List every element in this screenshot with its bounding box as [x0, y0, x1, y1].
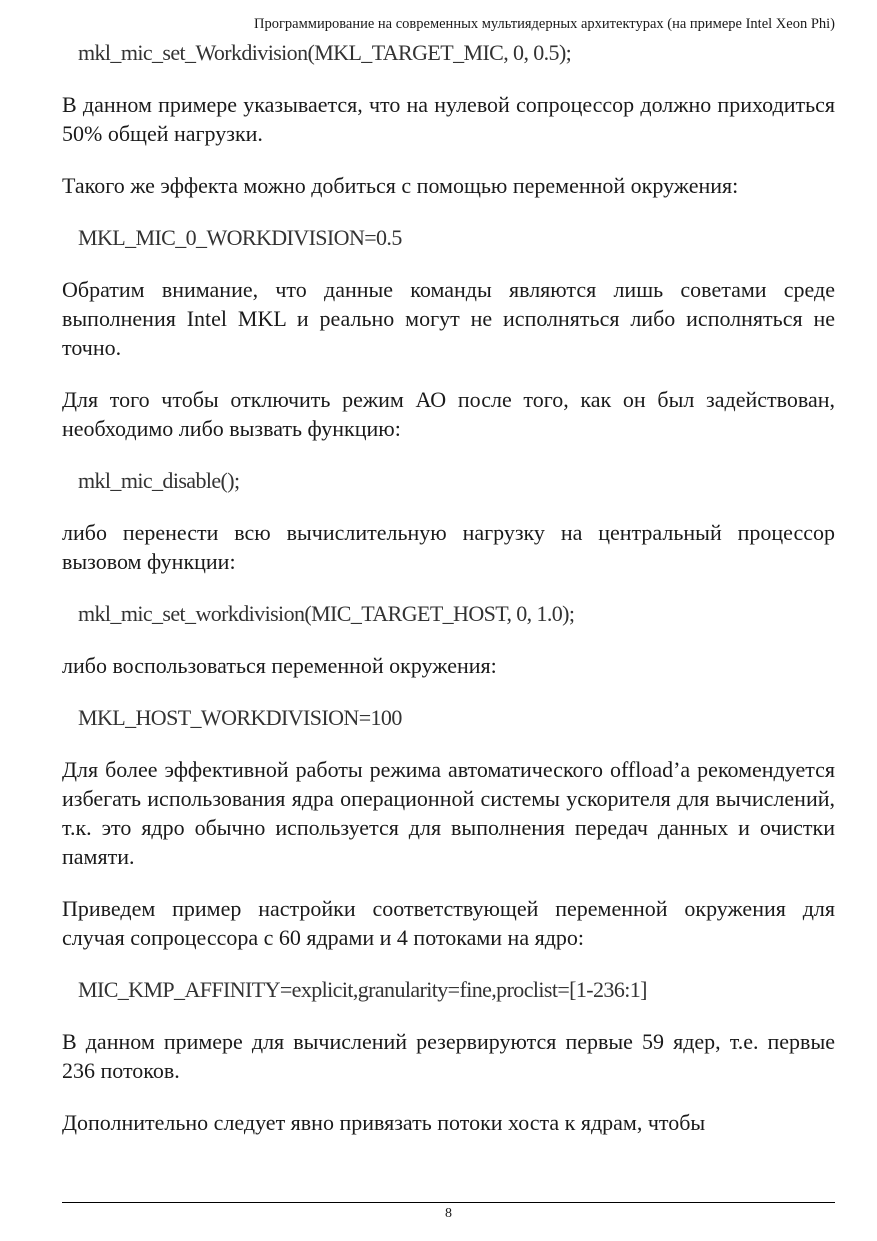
footer-divider [62, 1202, 835, 1203]
paragraph-bind-host-threads: Дополнительно следует явно привязать потоки хоста к ядрам, чтобы [62, 1110, 706, 1135]
paragraph-affinity-example: Приведем пример настройки соответствующей переменной окружения для случая сопроцессора с 60 ядрами и 4 потоками на ядро: [62, 896, 835, 950]
running-header: Программирование на современных мультиядерных архитектурах (на примере Intel Xeon Phi) [254, 16, 835, 32]
paragraph-use-env: либо воспользоваться переменной окружения: [62, 653, 497, 678]
code-line-workdivision-mic: mkl_mic_set_Workdivision(MKL_TARGET_MIC, 0, 0.5); [78, 40, 572, 65]
paragraph-avoid-os-core: Для более эффективной работы режима автоматического offload’а рекомендуется избегать использования ядра операционной системы ускорителя для вычислений, т.к. это ядро обычно используется для выполнения передач данных и очистки памяти. [62, 757, 835, 869]
code-line-host-workdivision-env: MKL_HOST_WORKDIVISION=100 [78, 705, 402, 730]
code-line-mic-disable: mkl_mic_disable(); [78, 468, 240, 493]
paragraph-coprocessor-load: В данном примере указывается, что на нулевой сопроцессор должно приходиться 50% общей нагрузки. [62, 92, 835, 146]
paragraph-reserved-cores: В данном примере для вычислений резервируются первые 59 ядер, т.е. первые 236 потоков. [62, 1029, 835, 1083]
paragraph-env-variable: Такого же эффекта можно добиться с помощью переменной окружения: [62, 173, 739, 198]
code-line-workdivision-host: mkl_mic_set_workdivision(MIC_TARGET_HOST, 0, 1.0); [78, 601, 575, 626]
code-line-mic-workdivision-env: MKL_MIC_0_WORKDIVISION=0.5 [78, 225, 402, 250]
paragraph-move-to-host: либо перенести всю вычислительную нагрузку на центральный процессор вызовом функции: [62, 520, 835, 574]
paragraph-hints-note: Обратим внимание, что данные команды являются лишь советами среде выполнения Intel MKL и реально могут не исполняться либо исполняться не точно. [62, 277, 835, 360]
page-body [62, 38, 835, 1160]
paragraph-disable-ao: Для того чтобы отключить режим АО после того, как он был задействован, необходимо либо вызвать функцию: [62, 387, 835, 441]
code-line-kmp-affinity: MIC_KMP_AFFINITY=explicit,granularity=fine,proclist=[1-236:1] [78, 977, 647, 1002]
page-number: 8 [445, 1206, 452, 1221]
